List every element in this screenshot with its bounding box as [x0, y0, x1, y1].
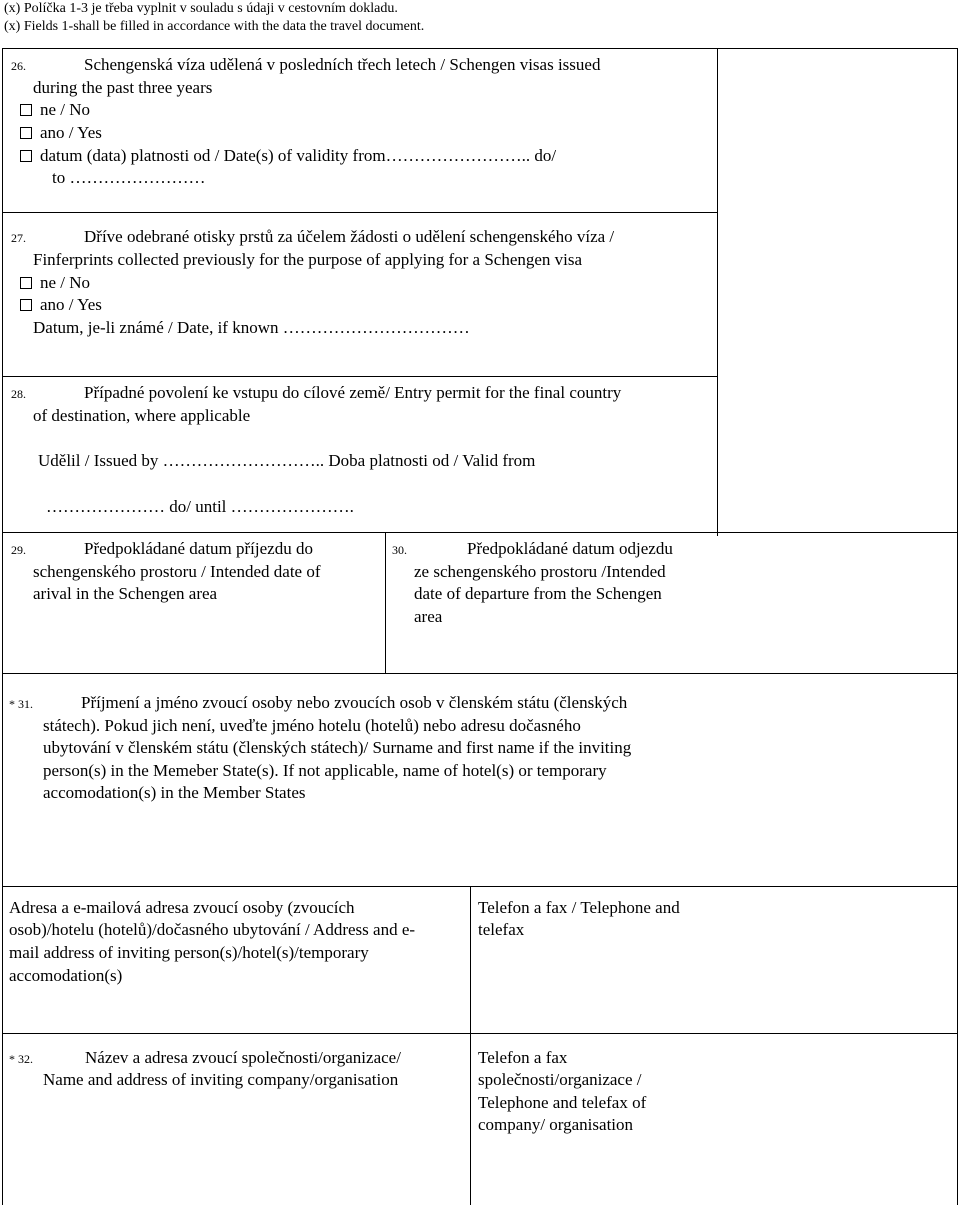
field-29-title-line-3: arival in the Schengen area — [33, 584, 218, 603]
address-label-line-3: mail address of inviting person(s)/hotel(s)/temporary — [9, 943, 369, 962]
field-31-title-line-3: ubytování v členském státu (členských státech)/ Surname and first name if the inviting — [43, 738, 632, 757]
field-31-title-line-5: accomodation(s) in the Member States — [43, 783, 306, 802]
field-27-title-row-1 — [11, 226, 614, 249]
divider-top — [2, 48, 958, 49]
field-29-title: Předpokládané datum příjezdu do — [84, 539, 313, 558]
field-27-option-yes[interactable] — [20, 294, 102, 316]
field-28-number: 28. — [11, 387, 26, 401]
company-phone-line-4: company/ organisation — [478, 1115, 634, 1134]
frame-far-right-border — [957, 48, 958, 1205]
checkbox-26-dates[interactable] — [20, 150, 32, 162]
field-30-number: 30. — [392, 543, 407, 557]
field-31-title-line-4: person(s) in the Memeber State(s). If not applicable, name of hotel(s) or temporary — [43, 761, 607, 780]
field-32-title-line-2: Name and address of inviting company/organisation — [43, 1070, 399, 1089]
note-line-2: (x) Fields 1-shall be filled in accordance with the data the travel document. — [4, 19, 425, 34]
divider-30-31 — [2, 673, 958, 674]
field-28-title: Případné povolení ke vstupu do cílové země/ Entry permit for the final country — [84, 383, 622, 402]
field-27-option-yes-label: ano / Yes — [40, 295, 102, 314]
divider-31-address — [2, 886, 958, 887]
field-30-title-line-4: area — [414, 607, 443, 626]
field-27-number: 27. — [11, 231, 26, 245]
checkbox-27-yes[interactable] — [20, 299, 32, 311]
phone-label-line-2: telefax — [478, 920, 525, 939]
address-label-line-1: Adresa a e-mailová adresa zvoucí osoby (zvoucích — [9, 898, 355, 917]
field-31-number: * 31. — [9, 697, 33, 711]
divider-29-30 — [385, 532, 386, 673]
checkbox-26-yes[interactable] — [20, 127, 32, 139]
field-27-date-known[interactable]: Datum, je-li známé / Date, if known …………………………… — [33, 318, 470, 337]
address-label-line-4: accomodation(s) — [9, 966, 123, 985]
field-26-title: Schengenská víza udělená v posledních třech letech / Schengen visas issued — [84, 55, 601, 74]
frame-right-column-border — [717, 48, 718, 536]
checkbox-26-no[interactable] — [20, 104, 32, 116]
field-27-title-cont: Finferprints collected previously for the purpose of applying for a Schengen visa — [33, 250, 583, 269]
field-26-validity-label: datum (data) platnosti od / Date(s) of validity from…………………….. do/ — [40, 146, 557, 165]
field-28-title-cont: of destination, where applicable — [33, 406, 251, 425]
field-32-title-row-1 — [9, 1047, 401, 1070]
field-26-validity-dates[interactable] — [20, 145, 556, 167]
checkbox-27-no[interactable] — [20, 277, 32, 289]
field-29-number: 29. — [11, 543, 26, 557]
company-phone-line-1: Telefon a fax — [478, 1048, 568, 1067]
field-26-option-no[interactable] — [20, 99, 90, 121]
divider-27-28 — [2, 376, 718, 377]
divider-26-27 — [2, 212, 718, 213]
frame-left-border — [2, 48, 3, 1205]
field-26-title-row-1 — [11, 54, 600, 77]
field-30-title-line-2: ze schengenského prostoru /Intended — [414, 562, 666, 581]
company-phone-line-3: Telephone and telefax of — [478, 1093, 647, 1112]
divider-address-phone — [470, 886, 471, 1034]
field-28-valid-until[interactable]: ………………… do/ until …………………. — [46, 497, 354, 516]
field-29-title-row-1 — [11, 538, 313, 561]
field-27-option-no[interactable] — [20, 272, 90, 294]
field-30-title-line-3: date of departure from the Schengen — [414, 584, 662, 603]
divider-32-phone — [470, 1033, 471, 1205]
field-31-title: Příjmení a jméno zvoucí osoby nebo zvoucích osob v členském státu (členských — [81, 693, 628, 712]
phone-label-line-1: Telefon a fax / Telephone and — [478, 898, 680, 917]
field-32-number: * 32. — [9, 1052, 33, 1066]
field-26-number: 26. — [11, 59, 26, 73]
field-31-title-row-1 — [9, 692, 627, 715]
field-28-title-row-1 — [11, 382, 621, 405]
field-26-title-cont: during the past three years — [33, 78, 213, 97]
field-26-validity-to[interactable]: to …………………… — [52, 168, 206, 187]
field-26-option-yes[interactable] — [20, 122, 102, 144]
field-32-title: Název a adresa zvoucí společnosti/organizace/ — [85, 1048, 401, 1067]
field-26-option-yes-label: ano / Yes — [40, 123, 102, 142]
field-27-title: Dříve odebrané otisky prstů za účelem žádosti o udělení schengenského víza / — [84, 227, 615, 246]
field-29-title-line-2: schengenského prostoru / Intended date of — [33, 562, 321, 581]
field-27-option-no-label: ne / No — [40, 273, 91, 292]
divider-28-29 — [2, 532, 958, 533]
field-26-option-no-label: ne / No — [40, 100, 91, 119]
note-line-1: (x) Políčka 1-3 je třeba vyplnit v souladu s údaji v cestovním dokladu. — [4, 1, 398, 16]
field-28-issued-by[interactable]: Udělil / Issued by ……………………….. Doba platnosti od / Valid from — [38, 451, 536, 470]
company-phone-line-2: společnosti/organizace / — [478, 1070, 642, 1089]
divider-address-32 — [2, 1033, 958, 1034]
field-31-title-line-2: státech). Pokud jich není, uveďte jméno hotelu (hotelů) nebo adresu dočasného — [43, 716, 581, 735]
field-30-title-row-1 — [392, 538, 673, 561]
address-label-line-2: osob)/hotelu (hotelů)/dočasného ubytování / Address and e- — [9, 920, 416, 939]
field-30-title: Předpokládané datum odjezdu — [467, 539, 673, 558]
